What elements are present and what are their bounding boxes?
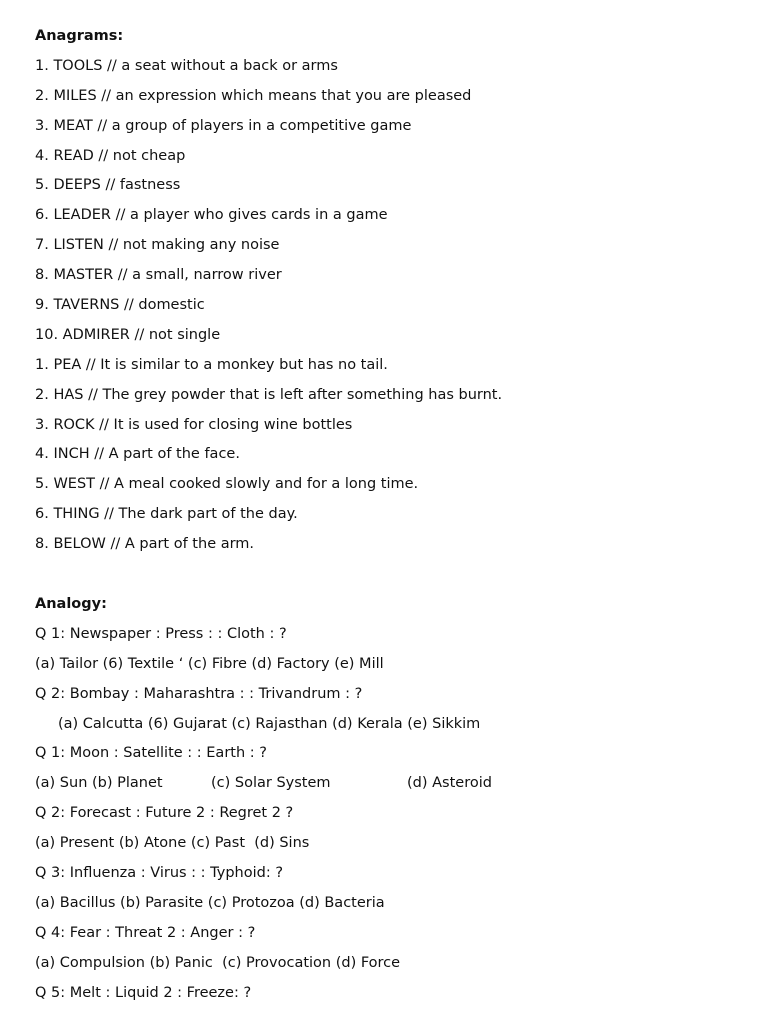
anagram-item: 7. LISTEN // not making any noise bbox=[35, 237, 280, 254]
analogy-options: (a) Tailor (6) Textile ‘ (c) Fibre (d) Factory (e) Mill bbox=[35, 655, 384, 672]
analogy-options: (a) Calcutta (6) Gujarat (c) Rajasthan (d) Kerala (e) Sikkim bbox=[58, 715, 481, 732]
anagram-item: 3. MEAT // a group of players in a competitive game bbox=[35, 117, 412, 134]
anagram-item: 8. BELOW // A part of the arm. bbox=[35, 536, 255, 553]
analogy-question: Q 2: Forecast : Future 2 : Regret 2 ? bbox=[35, 805, 294, 822]
analogy-question: Q 1: Newspaper : Press : : Cloth : ? bbox=[35, 625, 287, 642]
option-a-b: (a) Sun (b) Planet bbox=[35, 775, 163, 792]
anagram-item: 1. PEA // It is similar to a monkey but has no tail. bbox=[35, 356, 388, 373]
anagram-list bbox=[35, 56, 745, 564]
document-body bbox=[35, 26, 745, 1013]
anagram-item: 2. MILES // an expression which means that you are pleased bbox=[35, 87, 472, 104]
analogy-list bbox=[35, 624, 745, 1013]
anagram-item: 5. DEEPS // fastness bbox=[35, 177, 181, 194]
anagram-item: 10. ADMIRER // not single bbox=[35, 326, 221, 343]
analogy-question: Q 2: Bombay : Maharashtra : : Trivandrum : ? bbox=[35, 685, 363, 702]
analogy-question: Q 1: Moon : Satellite : : Earth : ? bbox=[35, 745, 267, 762]
analogy-heading: Analogy: bbox=[35, 596, 107, 613]
anagram-item: 9. TAVERNS // domestic bbox=[35, 297, 205, 314]
anagram-item: 6. LEADER // a player who gives cards in a game bbox=[35, 207, 388, 224]
anagram-item: 1. TOOLS // a seat without a back or arms bbox=[35, 57, 338, 74]
anagram-item: 4. INCH // A part of the face. bbox=[35, 446, 240, 463]
anagrams-heading: Anagrams: bbox=[35, 28, 124, 44]
analogy-question: Q 4: Fear : Threat 2 : Anger : ? bbox=[35, 924, 256, 941]
anagram-item: 2. HAS // The grey powder that is left after something has burnt. bbox=[35, 386, 503, 403]
option-d: (d) Asteroid bbox=[407, 775, 492, 792]
analogy-options: (a) Bacillus (b) Parasite (c) Protozoa (d) Bacteria bbox=[35, 894, 385, 911]
analogy-question: Q 5: Melt : Liquid 2 : Freeze: ? bbox=[35, 984, 252, 1001]
analogy-question: Q 3: Influenza : Virus : : Typhoid: ? bbox=[35, 865, 284, 882]
analogy-options: (a) Compulsion (b) Panic (c) Provocation (d) Force bbox=[35, 954, 401, 971]
anagram-item: 6. THING // The dark part of the day. bbox=[35, 506, 298, 523]
anagram-item: 5. WEST // A meal cooked slowly and for a long time. bbox=[35, 476, 419, 493]
anagram-item: 8. MASTER // a small, narrow river bbox=[35, 267, 282, 284]
analogy-options: (a) Present (b) Atone (c) Past (d) Sins bbox=[35, 835, 310, 852]
anagram-item: 3. ROCK // It is used for closing wine bottles bbox=[35, 416, 353, 433]
section-spacer bbox=[35, 564, 745, 594]
option-c: (c) Solar System bbox=[211, 775, 331, 792]
analogy-options bbox=[35, 773, 745, 803]
anagram-item: 4. READ // not cheap bbox=[35, 147, 186, 164]
